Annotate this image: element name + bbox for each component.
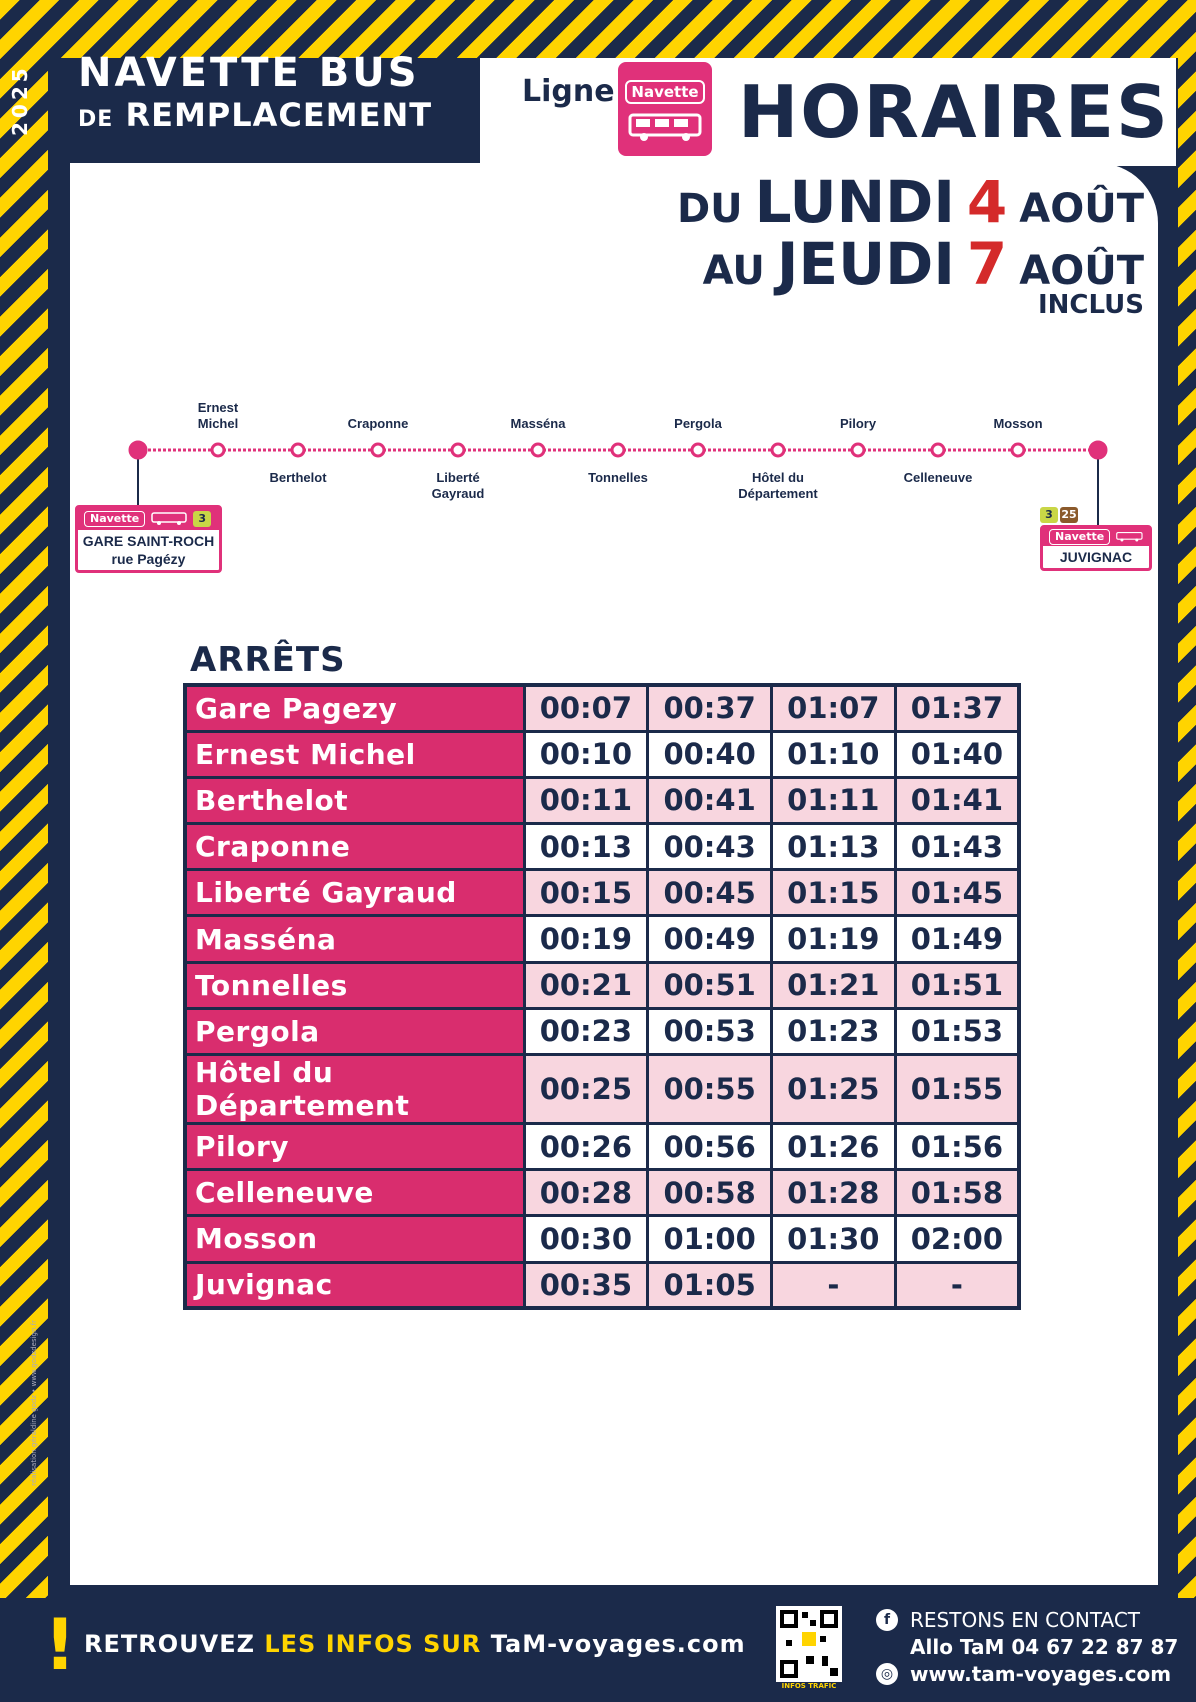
time-cell: 01:28 [771, 1170, 895, 1216]
phone-number[interactable]: 04 67 22 87 87 [1011, 1634, 1179, 1659]
time-cell: 01:56 [895, 1124, 1019, 1170]
facebook-icon[interactable]: f [876, 1609, 898, 1631]
time-cell: 01:58 [895, 1170, 1019, 1216]
route-stop-dot [292, 444, 304, 456]
header-title [48, 48, 468, 138]
terminal-name: JUVIGNAC [1059, 549, 1133, 565]
exclamation-icon: ! [44, 1604, 76, 1686]
time-cell: - [895, 1262, 1019, 1308]
stop-name-cell: Masséna [185, 916, 524, 962]
table-row [185, 916, 1019, 962]
date-range [677, 168, 1144, 320]
time-cell: 00:45 [648, 870, 772, 916]
stop-name-cell: Pergola [185, 1008, 524, 1054]
time-cell: 00:26 [524, 1124, 648, 1170]
time-cell: 01:25 [771, 1055, 895, 1124]
date-start: DU LUNDI 4 AOÛT [676, 168, 1144, 236]
time-cell: - [771, 1262, 895, 1308]
instagram-icon[interactable]: ◎ [876, 1663, 898, 1685]
time-cell: 01:19 [771, 916, 895, 962]
navette-line-badge [618, 62, 712, 156]
time-cell: 01:11 [771, 777, 895, 823]
time-cell: 01:23 [771, 1008, 895, 1054]
time-cell: 00:41 [648, 777, 772, 823]
route-stop-label: Pergola [674, 416, 722, 431]
time-cell: 00:07 [524, 685, 648, 731]
time-cell: 01:13 [771, 824, 895, 870]
time-cell: 01:40 [895, 731, 1019, 777]
bus-icon [1116, 531, 1143, 543]
table-row [185, 1008, 1019, 1054]
bus-icon [628, 112, 702, 142]
website-url[interactable]: www.tam-voyages.com [910, 1661, 1172, 1686]
bus-icon [151, 512, 187, 526]
terminal-navette-badge: Navette [84, 511, 145, 527]
table-row [185, 1262, 1019, 1308]
stop-name-cell: Hôtel du Département [185, 1055, 524, 1124]
time-cell: 01:07 [771, 685, 895, 731]
stop-name-cell: Tonnelles [185, 962, 524, 1008]
time-cell: 00:56 [648, 1124, 772, 1170]
arrets-heading: ARRÊTS [190, 640, 346, 680]
time-cell: 00:40 [648, 731, 772, 777]
year-label: 2025 [8, 64, 32, 136]
route-stop-dot [772, 444, 784, 456]
time-cell: 02:00 [895, 1216, 1019, 1262]
time-cell: 00:10 [524, 731, 648, 777]
time-cell: 01:10 [771, 731, 895, 777]
route-stop-dot [532, 444, 544, 456]
time-cell: 01:53 [895, 1008, 1019, 1054]
route-stop-label: Masséna [510, 416, 566, 431]
website-row [876, 1660, 1178, 1687]
stop-name-cell: Juvignac [185, 1262, 524, 1308]
route-stop-dot [212, 444, 224, 456]
stop-name-cell: Berthelot [185, 777, 524, 823]
time-cell: 01:37 [895, 685, 1019, 731]
route-stop-label: Celleneuve [903, 470, 973, 485]
time-cell: 01:51 [895, 962, 1019, 1008]
route-stop-label: Pilory [839, 416, 877, 431]
time-cell: 01:15 [771, 870, 895, 916]
time-cell: 01:30 [771, 1216, 895, 1262]
inclus-label: INCLUS [1038, 290, 1144, 320]
time-cell: 00:25 [524, 1055, 648, 1124]
date-end: AU JEUDI 7 AOÛT [702, 230, 1144, 298]
schedule-table [183, 683, 1021, 1310]
footer-website-callout: RETROUVEZ LES INFOS SUR TaM-voyages.com [84, 1630, 746, 1658]
horaires-title: HORAIRES [738, 70, 1170, 154]
time-cell: 01:21 [771, 962, 895, 1008]
time-cell: 00:28 [524, 1170, 648, 1216]
table-row [185, 1216, 1019, 1262]
contact-title-row: f RESTONS EN CONTACT [876, 1606, 1178, 1633]
bus-line-badge: 25 [1061, 508, 1077, 521]
qr-label: INFOS TRAFIC [781, 1682, 837, 1690]
time-cell: 01:05 [648, 1262, 772, 1308]
stop-name-cell: Craponne [185, 824, 524, 870]
time-cell: 00:49 [648, 916, 772, 962]
time-cell: 00:53 [648, 1008, 772, 1054]
table-row [185, 1124, 1019, 1170]
route-stop-dot [130, 442, 146, 458]
table-row [185, 685, 1019, 731]
ligne-label: Ligne [522, 74, 615, 109]
stop-name-cell: Pilory [185, 1124, 524, 1170]
time-cell: 00:19 [524, 916, 648, 962]
terminal-navette-badge: Navette [1049, 529, 1110, 545]
route-stop-dot [452, 444, 464, 456]
time-cell: 00:55 [648, 1055, 772, 1124]
terminal-name: GARE SAINT-ROCH rue Pagézy [82, 533, 215, 567]
route-stop-dot [1090, 442, 1106, 458]
time-cell: 00:35 [524, 1262, 648, 1308]
time-cell: 00:30 [524, 1216, 648, 1262]
qr-code-icon[interactable] [776, 1606, 842, 1682]
stop-name-cell: Mosson [185, 1216, 524, 1262]
time-cell: 01:55 [895, 1055, 1019, 1124]
tram-line-badge: 3 [193, 511, 211, 527]
time-cell: 01:00 [648, 1216, 772, 1262]
route-stop-label: Liberté Gayraud [431, 470, 485, 501]
time-cell: 00:43 [648, 824, 772, 870]
terminal-connection-badges [1040, 507, 1078, 523]
time-cell: 00:58 [648, 1170, 772, 1216]
table-row [185, 824, 1019, 870]
route-stop-label: Hôtel du Département [738, 470, 818, 501]
stop-name-cell: Ernest Michel [185, 731, 524, 777]
website-link[interactable]: TaM-voyages.com [490, 1630, 746, 1658]
table-row [185, 1055, 1019, 1124]
table-row [185, 731, 1019, 777]
route-diagram [70, 395, 1158, 595]
stop-name-cell: Celleneuve [185, 1170, 524, 1216]
route-stop-dot [372, 444, 384, 456]
route-stop-dot [692, 444, 704, 456]
time-cell: 00:15 [524, 870, 648, 916]
table-row [185, 1170, 1019, 1216]
route-stop-dot [612, 444, 624, 456]
time-cell: 00:51 [648, 962, 772, 1008]
time-cell: 01:41 [895, 777, 1019, 823]
phone-row: Allo TaM 04 67 22 87 87 [910, 1634, 1179, 1659]
tram-line-badge: 3 [1040, 507, 1058, 523]
time-cell: 00:13 [524, 824, 648, 870]
route-stop-label: Mosson [993, 416, 1043, 431]
navette-badge-label: Navette [625, 80, 705, 104]
time-cell: 00:21 [524, 962, 648, 1008]
terminal-juvignac [1040, 525, 1152, 571]
route-stop-dot [932, 444, 944, 456]
time-cell: 01:26 [771, 1124, 895, 1170]
route-stop-dot [1012, 444, 1024, 456]
table-row [185, 870, 1019, 916]
credit-text: réalisation géraldine godz • www.godzdesign.fr [30, 1320, 38, 1486]
table-row [185, 777, 1019, 823]
time-cell: 01:43 [895, 824, 1019, 870]
title-line2: DE REMPLACEMENT [78, 96, 433, 134]
route-stop-label: Craponne [347, 416, 409, 431]
stop-name-cell: Liberté Gayraud [185, 870, 524, 916]
terminal-gare-saint-roch [75, 505, 222, 573]
time-cell: 00:23 [524, 1008, 648, 1054]
time-cell: 01:45 [895, 870, 1019, 916]
stop-name-cell: Gare Pagezy [185, 685, 524, 731]
route-stop-dot [852, 444, 864, 456]
route-stop-label: Tonnelles [588, 470, 648, 485]
route-stop-label: Berthelot [269, 470, 327, 485]
route-stop-label: Ernest Michel [197, 400, 239, 431]
table-row [185, 962, 1019, 1008]
time-cell: 00:37 [648, 685, 772, 731]
time-cell: 00:11 [524, 777, 648, 823]
contact-block [876, 1606, 1178, 1687]
time-cell: 01:49 [895, 916, 1019, 962]
title-line1: NAVETTE BUS [78, 50, 420, 96]
